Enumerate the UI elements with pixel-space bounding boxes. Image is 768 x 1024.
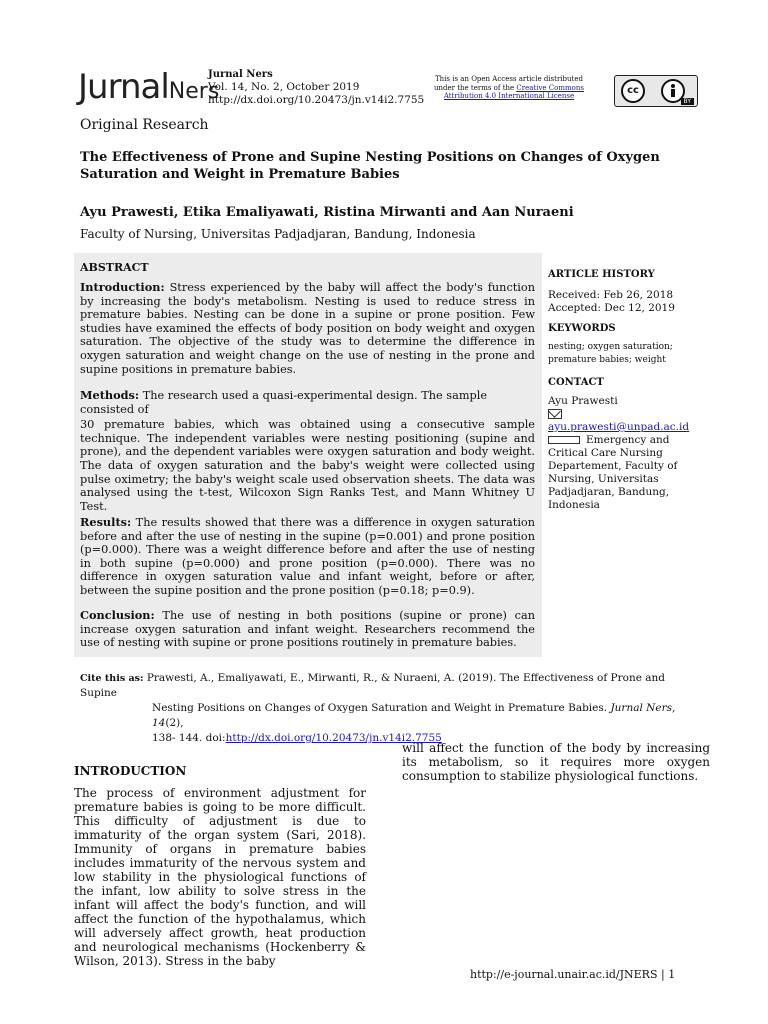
cite-text-1: Prawesti, A., Emaliyawati, E., Mirwanti, R., & Nuraeni, A. (2019). The Effectiveness of Prone and Supine <box>80 672 666 699</box>
article-affiliation: Faculty of Nursing, Universitas Padjadjaran, Bandung, Indonesia <box>80 227 476 241</box>
journal-logo <box>78 67 220 107</box>
page-number: 1 <box>668 968 676 981</box>
contact-name: Ayu Prawesti <box>548 395 618 407</box>
cc-by-badge[interactable] <box>614 75 698 107</box>
introduction-heading: INTRODUCTION <box>74 764 187 778</box>
keywords-section <box>548 322 708 367</box>
methods-text-2: 30 premature babies, which was obtained using a consecutive sample technique. The independent variables were nesting positioning (supine and prone), and the dependent variables were oxygen saturation and body weight. The data of oxygen saturation and the baby's weight were collected using pulse oximetry; the baby's weight scale used observation sheets. The data was analysed using the t-test, Wilcoxon Sign Ranks Test, and Mann Whitney U Test. <box>80 418 535 513</box>
logo-word-jurnal: Jurnal <box>78 67 169 107</box>
article-type: Original Research <box>80 117 209 133</box>
article-history <box>548 268 708 315</box>
conclusion-label: Conclusion: <box>80 608 155 622</box>
open-access-text: This is an Open Access article distributed under the terms of the <box>434 75 583 92</box>
article-title: The Effectiveness of Prone and Supine Nesting Positions on Changes of Oxygen Saturation and Weight in Premature Babies <box>80 150 660 182</box>
cite-doi-link[interactable]: http://dx.doi.org/10.20473/jn.v14i2.7755 <box>225 732 442 744</box>
left-column-text: The process of environment adjustment for premature babies is going to be more difficult. This difficulty of adjustment is due to immaturity of the organ system (Sari, 2018). Immunity of organs in premature babies includes immaturity of the nervous system and low stability in the physiological functions of the infant, low ability to solve stress in the infant will affect the body's function, and will affect the function of the hypothalamus, which will adversely affect growth, heat production and neurological mechanisms (Hockenberry & Wilson, 2013). Stress in the baby <box>74 786 366 968</box>
cite-text-2: Nesting Positions on Changes of Oxygen Saturation and Weight in Premature Babies. <box>152 702 608 714</box>
keywords-list: nesting; oxygen saturation; premature babies; weight <box>548 342 673 365</box>
address-icon <box>548 436 580 444</box>
history-heading: ARTICLE HISTORY <box>548 269 655 280</box>
abstract-introduction <box>80 281 535 376</box>
results-text: The results showed that there was a difference in oxygen saturation before and after the use of nesting in the supine (p=0.001) and prone position (p=0.000). There was a weight difference before and after the use of nesting in both supine (p=0.000) and prone position (p=0.000). There was no difference in oxygen saturation value and infant weight, before or after, between the supine position and the prone position (p=0.18; p=0.9). <box>80 516 536 597</box>
license-link[interactable]: Creative Commons Attribution 4.0 International License <box>443 83 584 100</box>
abstract-results <box>80 516 535 598</box>
journal-volume: Vol. 14, No. 2, October 2019 <box>208 81 360 93</box>
methods-label: Methods: <box>80 388 140 402</box>
abstract-conclusion <box>80 609 535 650</box>
by-label: BY <box>681 98 694 105</box>
journal-info <box>208 68 424 107</box>
right-column-text: will affect the function of the body by increasing its metabolism, so it requires more oxygen consumption to stabilize physiological functions. <box>402 741 710 783</box>
received-date: Received: Feb 26, 2018 <box>548 289 674 301</box>
journal-doi[interactable]: http://dx.doi.org/10.20473/jn.v14i2.7755 <box>208 94 425 106</box>
cc-icon: cc <box>621 79 645 103</box>
abstract-methods <box>80 389 535 513</box>
cite-label: Cite this as: <box>80 673 144 684</box>
page-footer <box>470 968 675 981</box>
logo-word-ners: Ners <box>168 79 220 104</box>
intro-text: Stress experienced by the baby will affect the body's function by increasing the body's metabolism. Nesting is used to reduce stress in premature babies. Nesting can be done in a supine or prone position. Few studies have examined the effects of body position on body weight and oxygen saturation. The objective of the study was to determine the difference in oxygen saturation and weight change on the use of nesting in the prone and supine positions in premature babies. <box>80 281 535 376</box>
mail-icon <box>548 409 562 419</box>
journal-name: Jurnal Ners <box>208 69 273 80</box>
contact-address: Emergency and Critical Care Nursing Departement, Faculty of Nursing, Universitas Padjadjaran, Bandung, Indonesia <box>548 434 678 511</box>
contact-heading: CONTACT <box>548 377 604 388</box>
footer-separator: | <box>657 968 669 981</box>
cite-issue: (2), <box>165 717 184 729</box>
abstract-heading: ABSTRACT <box>80 261 149 274</box>
footer-url[interactable]: http://e-journal.unair.ac.id/JNERS <box>470 968 658 981</box>
article-authors: Ayu Prawesti, Etika Emaliyawati, Ristina Mirwanti and Aan Nuraeni <box>80 205 574 220</box>
results-label: Results: <box>80 515 132 529</box>
intro-label: Introduction: <box>80 280 165 294</box>
contact-email[interactable]: ayu.prawesti@unpad.ac.id <box>548 421 690 433</box>
cite-pages: 138- 144. doi: <box>152 732 226 744</box>
keywords-heading: KEYWORDS <box>548 323 616 334</box>
methods-text-1: The research used a quasi-experimental design. The sample consisted of <box>80 389 488 416</box>
contact-section <box>548 376 708 512</box>
cite-journal: Jurnal Ners, 14 <box>152 702 676 729</box>
accepted-date: Accepted: Dec 12, 2019 <box>548 302 675 314</box>
citation <box>80 671 680 746</box>
conclusion-text: The use of nesting in both positions (supine or prone) can increase oxygen saturation and infant weight. Researchers recommend the use of nesting with supine or prone positions routinely in premature babies. <box>80 609 536 650</box>
open-access-notice <box>430 75 588 101</box>
